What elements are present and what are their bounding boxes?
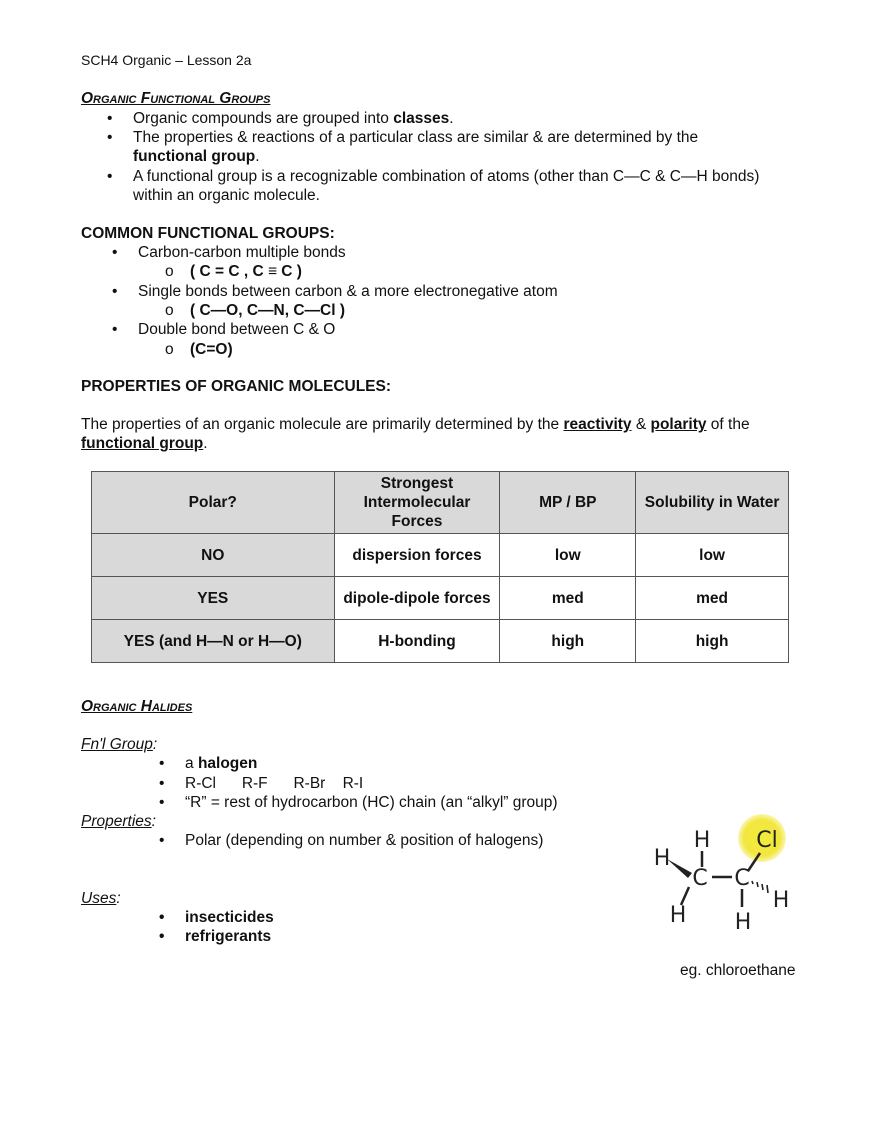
molecule-caption: eg. chloroethane [680,962,796,979]
table-header-cell: Strongest Intermolecular Forces [334,472,500,534]
table-cell: YES [92,577,335,620]
common-item-2: • Single bonds between carbon & a more electronegative atom [138,283,558,301]
properties-title: PROPERTIES OF ORGANIC MOLECULES: [81,378,392,395]
atom-c: C [734,866,750,891]
use-item: • insecticides [185,909,274,927]
table-cell: high [636,620,789,663]
properties-table [91,471,789,663]
table-header-row [92,472,789,534]
atom-h: H [693,828,711,853]
section-title-halides: Organic Halides [81,698,193,715]
use-item: • refrigerants [185,928,271,946]
fn-item-groups: • R-Cl R-F R-Br R-I [185,775,363,793]
table-cell: YES (and H—N or H—O) [92,620,335,663]
table-row [92,620,789,663]
atom-h: H [653,846,671,871]
table-cell: NO [92,534,335,577]
atom-h: H [669,903,687,928]
properties-item: • Polar (depending on number & position of halogens) [185,832,543,850]
bullet-definition-line2: within an organic molecule. [133,187,320,204]
fn-item-halogen: • a halogen [185,755,257,773]
common-item-3-sub: o (C=O) [190,341,233,359]
chloroethane-structure [642,805,817,980]
fn-item-r-definition: • “R” = rest of hydrocarbon (HC) chain (an “alkyl” group) [185,794,558,812]
common-item-1: • Carbon-carbon multiple bonds [138,244,346,262]
uses-label: Uses: [81,890,121,907]
common-item-1-sub: o ( C = C , C ≡ C ) [190,263,302,281]
bullet-properties-line1: • The properties & reactions of a particular class are similar & are determined by the [133,129,698,147]
common-item-3: • Double bond between C & O [138,321,335,339]
page-header: SCH4 Organic – Lesson 2a [81,52,252,68]
common-groups-title: COMMON FUNCTIONAL GROUPS: [81,225,335,242]
table-cell: H-bonding [334,620,500,663]
hash-bond [752,881,768,893]
table-row [92,577,789,620]
table-header-cell: Polar? [92,472,335,534]
table-header-cell: MP / BP [500,472,636,534]
table-cell: low [500,534,636,577]
bullet-definition-line1: • A functional group is a recognizable combination of atoms (other than C—C & C—H bonds) [133,168,759,186]
fn-group-label: Fn'l Group: [81,736,158,753]
table-cell: med [636,577,789,620]
table-row [92,534,789,577]
table-cell: low [636,534,789,577]
section-title-functional-groups: Organic Functional Groups [81,90,271,107]
properties-text-line1: The properties of an organic molecule are primarily determined by the reactivity & polarity of the [81,416,750,433]
atom-h: H [772,888,790,913]
table-cell: high [500,620,636,663]
atom-c: C [692,866,708,891]
common-item-2-sub: o ( C—O, C—N, C—Cl ) [190,302,345,320]
wedge-bond [667,859,692,878]
atom-cl: Cl [756,828,778,853]
table-cell: dipole-dipole forces [334,577,500,620]
table-header-cell: Solubility in Water [636,472,789,534]
properties-label: Properties: [81,813,156,830]
bullet-properties-line2: functional group. [133,148,260,165]
table-cell: dispersion forces [334,534,500,577]
properties-text-line2: functional group. [81,435,208,452]
atom-h: H [734,910,752,935]
bullet-classes: • Organic compounds are grouped into classes. [133,110,454,128]
table-cell: med [500,577,636,620]
